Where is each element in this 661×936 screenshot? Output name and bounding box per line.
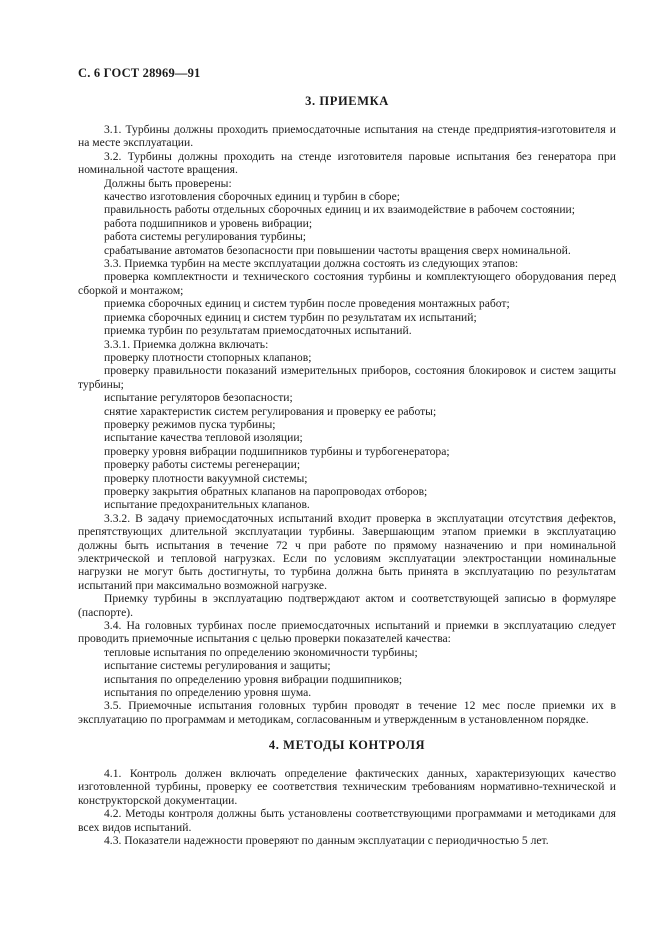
paragraph: 3.3.2. В задачу приемосдаточных испытаний входит проверка в эксплуатации отсутствия дефектов, препятствующих длительной эксплуатации турбины. Завершающим этапом приемки в эксплуатацию должны быть испытания в течение 72 ч при работе по прямому назначению и при номинальной электрической и тепловой нагрузках. Если по условиям эксплуатации электростанции номинальные нагрузки не могут быть достигнуты, то турбина должна быть принята в эксплуатацию по результатам испытаний при максимально возможной нагрузке.: [78, 511, 616, 592]
paragraph: срабатывание автоматов безопасности при повышении частоты вращения сверх номинальной.: [104, 243, 571, 257]
paragraph: 3.2. Турбины должны проходить на стенде изготовителя паровые испытания без генератора при номинальной частоте вращения.: [78, 149, 616, 177]
paragraph: проверку правильности показаний измерительных приборов, состояния блокировок и систем защиты турбины;: [78, 364, 616, 391]
section-title: 4. МЕТОДЫ КОНТРОЛЯ: [268, 738, 426, 752]
paragraph: Приемку турбины в эксплуатацию подтверждают актом и соответствующей записью в формуляре (паспорте).: [78, 592, 616, 619]
paragraph: приемка сборочных единиц и систем турбин после проведения монтажных работ;: [104, 297, 510, 311]
paragraph: тепловые испытания по определению экономичности турбины;: [104, 645, 418, 659]
paragraph: снятие характеристик систем регулирования и проверку ее работы;: [104, 404, 437, 418]
paragraph: 3.3.1. Приемка должна включать:: [104, 337, 269, 351]
paragraph: проверку плотности стопорных клапанов;: [104, 350, 312, 364]
paragraph: 4.1. Контроль должен включать определение фактических данных, характеризующих качество изготовленной турбины, проверку ее соответствия техническим требованиям нормативно-технической и конструкторской документации.: [78, 767, 616, 807]
paragraph: 4.2. Методы контроля должны быть установлены соответствующими программами и методиками для всех видов испытаний.: [78, 807, 616, 834]
paragraph: приемка турбин по результатам приемосдаточных испытаний.: [104, 324, 412, 338]
paragraph: 3.5. Приемочные испытания головных турбин проводят в течение 12 мес после приемки их в эксплуатацию по программам и методикам, согласованным и утвержденным в установленном порядке.: [78, 699, 616, 726]
section-acceptance: [78, 94, 616, 726]
paragraph: испытания по определению уровня шума.: [104, 686, 312, 700]
paragraph: правильность работы отдельных сборочных единиц и их взаимодействие в рабочем состоянии;: [104, 203, 575, 217]
paragraph: Должны быть проверены:: [104, 176, 232, 190]
paragraph: проверку работы системы регенерации;: [104, 458, 301, 472]
paragraph: работа системы регулирования турбины;: [104, 230, 306, 244]
paragraph: 4.3. Показатели надежности проверяют по данным эксплуатации с периодичностью 5 лет.: [104, 834, 549, 848]
paragraph: испытание предохранительных клапанов.: [104, 498, 310, 512]
paragraph: работа подшипников и уровень вибрации;: [104, 216, 313, 230]
paragraph: испытание системы регулирования и защиты;: [104, 659, 331, 673]
paragraph: 3.4. На головных турбинах после приемосдаточных испытаний и приемки в эксплуатацию следует проводить приемочные испытания с целью проверки показателей качества:: [78, 619, 616, 646]
paragraph: 3.1. Турбины должны проходить приемосдаточные испытания на стенде предприятия-изготовителя и на месте эксплуатации.: [78, 123, 616, 150]
paragraph: испытания по определению уровня вибрации подшипников;: [104, 672, 403, 686]
paragraph: проверка комплектности и технического состояния турбины и комплектующего оборудования перед сборкой и монтажом;: [78, 270, 616, 297]
section-title: 3. ПРИЕМКА: [305, 94, 389, 108]
paragraph: испытание регуляторов безопасности;: [104, 391, 293, 405]
paragraph: качество изготовления сборочных единиц и турбин в сборе;: [104, 190, 400, 204]
section-body: [78, 123, 616, 726]
paragraph: проверку уровня вибрации подшипников турбины и турбогенератора;: [104, 444, 450, 458]
paragraph: проверку закрытия обратных клапанов на паропроводах отборов;: [104, 484, 428, 498]
section-body: [78, 767, 616, 847]
section-control-methods: [78, 738, 616, 847]
paragraph: 3.3. Приемка турбин на месте эксплуатации должна состоять из следующих этапов:: [104, 257, 519, 271]
paragraph: испытание качества тепловой изоляции;: [104, 431, 303, 445]
paragraph: проверку плотности вакуумной системы;: [104, 471, 308, 485]
page-header: С. 6 ГОСТ 28969—91: [78, 66, 201, 80]
paragraph: приемка сборочных единиц и систем турбин по результатам их испытаний;: [104, 310, 477, 324]
paragraph: проверку режимов пуска турбины;: [104, 417, 276, 431]
